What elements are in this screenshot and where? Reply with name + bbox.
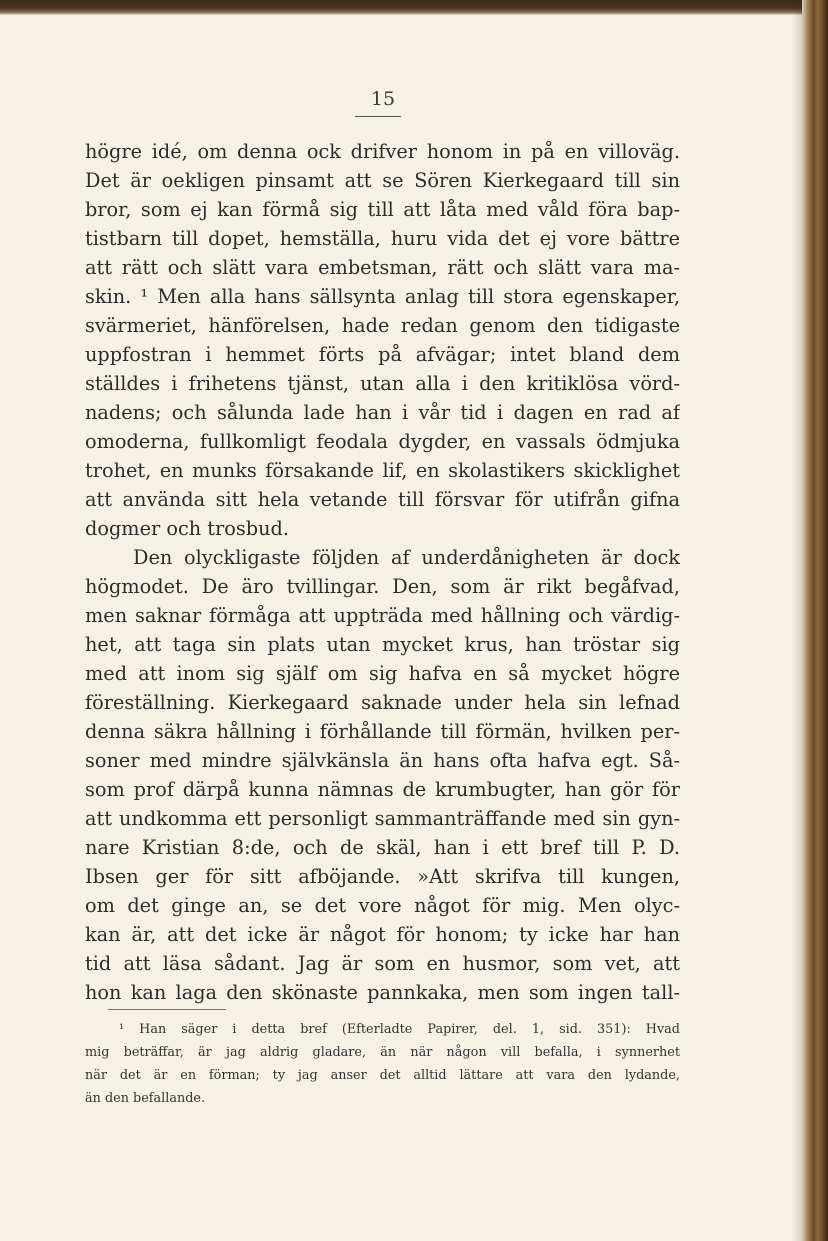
text-line: Det är oekligen pinsamt att se Sören Kierkegaard till sin — [85, 169, 680, 192]
text-line: svärmeriet, hänförelsen, hade redan genom den tidigaste — [85, 314, 680, 337]
text-line: hon kan laga den skönaste pannkaka, men som ingen tall- — [85, 981, 680, 1004]
text-line: Den olyckligaste följden af underdånigheten är dock — [133, 546, 680, 569]
footnote-line: när det är en förman; ty jag anser det alltid lättare att vara den lydande, — [85, 1068, 680, 1083]
text-line: nare Kristian 8:de, och de skäl, han i ett bref till P. D. — [85, 836, 680, 859]
footnote — [85, 1018, 680, 1110]
text-line: ställdes i frihetens tjänst, utan alla i den kritiklösa vörd- — [85, 372, 680, 395]
text-line: tistbarn till dopet, hemställa, huru vida det ej vore bättre — [85, 227, 680, 250]
text-line: skin. ¹ Men alla hans sällsynta anlag till stora egenskaper, — [85, 285, 680, 308]
footnote-line: mig beträffar, är jag aldrig gladare, än när någon vill befalla, i synnerhet — [85, 1045, 680, 1060]
text-line: nadens; och sålunda lade han i vår tid i dagen en rad af — [85, 401, 680, 424]
text-line: tid att läsa sådant. Jag är som en husmor, som vet, att — [85, 952, 680, 975]
text-line: soner med mindre självkänsla än hans ofta hafva egt. Så- — [85, 749, 680, 772]
footnote-rule — [108, 1009, 226, 1010]
body-text — [85, 137, 680, 1007]
text-line: föreställning. Kierkegaard saknade under hela sin lefnad — [85, 691, 680, 714]
text-line: Ibsen ger för sitt afböjande. »Att skrifva till kungen, — [85, 865, 680, 888]
text-line: om det ginge an, se det vore något för mig. Men olyc- — [85, 894, 680, 917]
footnote-line: än den befallande. — [85, 1091, 206, 1106]
text-line: att rätt och slätt vara embetsman, rätt och slätt vara ma- — [85, 256, 680, 279]
page-top-edge — [0, 0, 828, 15]
text-line: uppfostran i hemmet förts på afvägar; intet bland dem — [85, 343, 680, 366]
text-line: het, att taga sin plats utan mycket krus, han tröstar sig — [85, 633, 680, 656]
text-line: högmodet. De äro tvillingar. Den, som är rikt begåfvad, — [85, 575, 680, 598]
text-line: dogmer och trosbud. — [85, 517, 289, 540]
text-line: att använda sitt hela vetande till försvar för utifrån gifna — [85, 488, 680, 511]
footnote-line: ¹ Han säger i detta bref (Efterladte Papirer, del. 1, sid. 351): Hvad — [119, 1022, 680, 1037]
page-number-rule — [355, 116, 401, 117]
text-line: denna säkra hållning i förhållande till förmän, hvilken per- — [85, 720, 680, 743]
text-line: men saknar förmåga att uppträda med hållning och värdig- — [85, 604, 680, 627]
text-line: med att inom sig själf om sig hafva en så mycket högre — [85, 662, 680, 685]
text-line: trohet, en munks försakande lif, en skolastikers skicklighet — [85, 459, 680, 482]
text-line: omoderna, fullkomligt feodala dygder, en vassals ödmjuka — [85, 430, 680, 453]
text-line: kan är, att det icke är något för honom; ty icke har han — [85, 923, 680, 946]
book-spine-edge — [802, 0, 828, 1241]
text-line: att undkomma ett personligt sammanträffande med sin gyn- — [85, 807, 680, 830]
text-line: högre idé, om denna ock drifver honom in på en villoväg. — [85, 140, 680, 163]
page-number: 15 — [370, 88, 396, 110]
text-line: bror, som ej kan förmå sig till att låta med våld föra bap- — [85, 198, 680, 221]
page-gutter-shadow — [792, 0, 802, 1241]
text-line: som prof därpå kunna nämnas de krumbugter, han gör för — [85, 778, 680, 801]
